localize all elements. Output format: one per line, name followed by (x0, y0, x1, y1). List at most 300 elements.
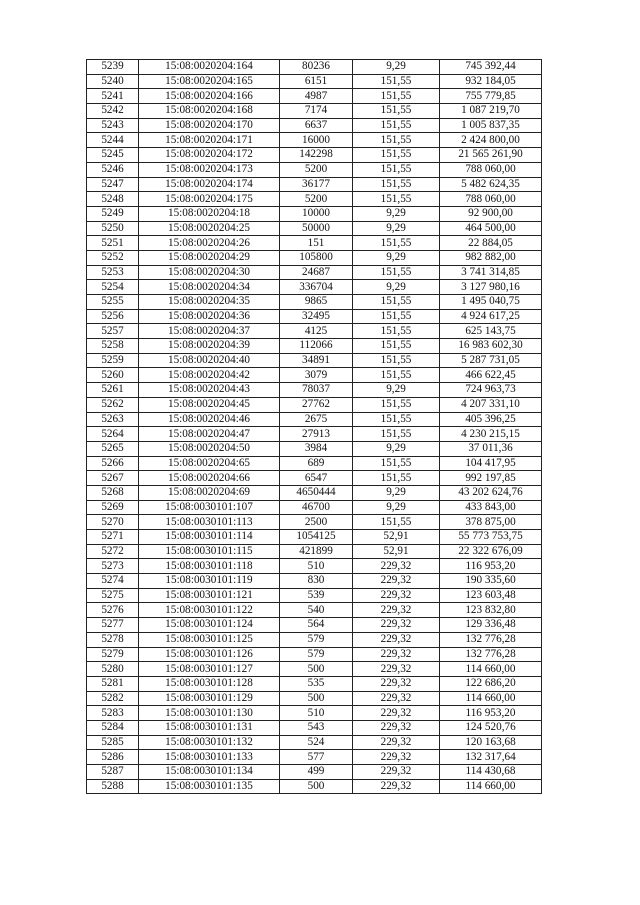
area-cell: 510 (280, 706, 353, 721)
value-cell: 92 900,00 (440, 206, 542, 221)
rate-cell: 52,91 (353, 544, 440, 559)
area-cell: 24687 (280, 265, 353, 280)
area-cell: 27762 (280, 397, 353, 412)
value-cell: 124 520,76 (440, 720, 542, 735)
table-row (87, 74, 542, 89)
row-number-cell: 5256 (87, 309, 139, 324)
row-number-cell: 5286 (87, 750, 139, 765)
table-row (87, 676, 542, 691)
rate-cell: 229,32 (353, 720, 440, 735)
value-cell: 1 087 219,70 (440, 104, 542, 119)
value-cell: 4 924 617,25 (440, 309, 542, 324)
rate-cell: 151,55 (353, 104, 440, 119)
cadastral-number-cell: 15:08:0030101:118 (139, 559, 280, 574)
table-row (87, 559, 542, 574)
rate-cell: 229,32 (353, 559, 440, 574)
cadastral-number-cell: 15:08:0020204:50 (139, 441, 280, 456)
value-cell: 5 482 624,35 (440, 177, 542, 192)
row-number-cell: 5259 (87, 353, 139, 368)
cadastral-number-cell: 15:08:0020204:45 (139, 397, 280, 412)
table-row (87, 662, 542, 677)
cadastral-number-cell: 15:08:0030101:115 (139, 544, 280, 559)
row-number-cell: 5264 (87, 427, 139, 442)
row-number-cell: 5288 (87, 779, 139, 794)
area-cell: 50000 (280, 221, 353, 236)
cadastral-number-cell: 15:08:0030101:119 (139, 574, 280, 589)
value-cell: 466 622,45 (440, 368, 542, 383)
rate-cell: 151,55 (353, 118, 440, 133)
area-cell: 524 (280, 735, 353, 750)
table-row (87, 324, 542, 339)
value-cell: 16 983 602,30 (440, 339, 542, 354)
value-cell: 788 060,00 (440, 192, 542, 207)
cadastral-number-cell: 15:08:0020204:173 (139, 162, 280, 177)
row-number-cell: 5273 (87, 559, 139, 574)
cadastral-number-cell: 15:08:0020204:36 (139, 309, 280, 324)
area-cell: 535 (280, 676, 353, 691)
area-cell: 543 (280, 720, 353, 735)
rate-cell: 151,55 (353, 324, 440, 339)
area-cell: 112066 (280, 339, 353, 354)
area-cell: 80236 (280, 60, 353, 75)
area-cell: 105800 (280, 250, 353, 265)
rate-cell: 52,91 (353, 530, 440, 545)
cadastral-number-cell: 15:08:0030101:107 (139, 500, 280, 515)
area-cell: 3984 (280, 441, 353, 456)
area-cell: 9865 (280, 295, 353, 310)
area-cell: 151 (280, 236, 353, 251)
rate-cell: 151,55 (353, 368, 440, 383)
value-cell: 37 011,36 (440, 441, 542, 456)
cadastral-number-cell: 15:08:0020204:171 (139, 133, 280, 148)
table-row (87, 779, 542, 794)
area-cell: 46700 (280, 500, 353, 515)
table-row (87, 133, 542, 148)
area-cell: 142298 (280, 148, 353, 163)
rate-cell: 9,29 (353, 250, 440, 265)
rate-cell: 229,32 (353, 750, 440, 765)
cadastral-number-cell: 15:08:0020204:37 (139, 324, 280, 339)
cadastral-number-cell: 15:08:0020204:43 (139, 383, 280, 398)
row-number-cell: 5251 (87, 236, 139, 251)
value-cell: 22 884,05 (440, 236, 542, 251)
cadastral-number-cell: 15:08:0030101:122 (139, 603, 280, 618)
rate-cell: 229,32 (353, 662, 440, 677)
area-cell: 78037 (280, 383, 353, 398)
value-cell: 3 741 314,85 (440, 265, 542, 280)
cadastral-number-cell: 15:08:0020204:69 (139, 485, 280, 500)
table-row (87, 603, 542, 618)
rate-cell: 151,55 (353, 515, 440, 530)
area-cell: 6547 (280, 471, 353, 486)
row-number-cell: 5276 (87, 603, 139, 618)
table-row (87, 104, 542, 119)
table-row (87, 574, 542, 589)
rate-cell: 151,55 (353, 148, 440, 163)
table-row (87, 706, 542, 721)
rate-cell: 9,29 (353, 500, 440, 515)
value-cell: 745 392,44 (440, 60, 542, 75)
cadastral-number-cell: 15:08:0030101:135 (139, 779, 280, 794)
table-row (87, 162, 542, 177)
area-cell: 540 (280, 603, 353, 618)
rate-cell: 229,32 (353, 765, 440, 780)
rate-cell: 229,32 (353, 779, 440, 794)
table-row (87, 221, 542, 236)
cadastral-number-cell: 15:08:0020204:165 (139, 74, 280, 89)
area-cell: 2675 (280, 412, 353, 427)
row-number-cell: 5283 (87, 706, 139, 721)
rate-cell: 229,32 (353, 603, 440, 618)
table-row (87, 368, 542, 383)
row-number-cell: 5284 (87, 720, 139, 735)
area-cell: 510 (280, 559, 353, 574)
area-cell: 36177 (280, 177, 353, 192)
rate-cell: 9,29 (353, 280, 440, 295)
value-cell: 114 430,68 (440, 765, 542, 780)
table-row (87, 295, 542, 310)
area-cell: 7174 (280, 104, 353, 119)
rate-cell: 151,55 (353, 265, 440, 280)
cadastral-number-cell: 15:08:0020204:46 (139, 412, 280, 427)
table-row (87, 515, 542, 530)
rate-cell: 151,55 (353, 397, 440, 412)
table-row (87, 206, 542, 221)
table-row (87, 441, 542, 456)
area-cell: 500 (280, 779, 353, 794)
value-cell: 120 163,68 (440, 735, 542, 750)
rate-cell: 151,55 (353, 74, 440, 89)
rate-cell: 229,32 (353, 691, 440, 706)
row-number-cell: 5274 (87, 574, 139, 589)
row-number-cell: 5267 (87, 471, 139, 486)
rate-cell: 151,55 (353, 309, 440, 324)
rate-cell: 151,55 (353, 295, 440, 310)
row-number-cell: 5287 (87, 765, 139, 780)
rate-cell: 9,29 (353, 60, 440, 75)
rate-cell: 229,32 (353, 706, 440, 721)
table-row (87, 544, 542, 559)
table-row (87, 412, 542, 427)
rate-cell: 229,32 (353, 574, 440, 589)
value-cell: 22 322 676,09 (440, 544, 542, 559)
value-cell: 3 127 980,16 (440, 280, 542, 295)
table-row (87, 89, 542, 104)
row-number-cell: 5271 (87, 530, 139, 545)
value-cell: 104 417,95 (440, 456, 542, 471)
table-row (87, 471, 542, 486)
cadastral-number-cell: 15:08:0020204:29 (139, 250, 280, 265)
cadastral-number-cell: 15:08:0030101:121 (139, 588, 280, 603)
row-number-cell: 5253 (87, 265, 139, 280)
rate-cell: 151,55 (353, 192, 440, 207)
row-number-cell: 5250 (87, 221, 139, 236)
row-number-cell: 5263 (87, 412, 139, 427)
row-number-cell: 5278 (87, 632, 139, 647)
table-row (87, 500, 542, 515)
row-number-cell: 5275 (87, 588, 139, 603)
cadastral-number-cell: 15:08:0020204:40 (139, 353, 280, 368)
rate-cell: 151,55 (353, 89, 440, 104)
rate-cell: 229,32 (353, 735, 440, 750)
row-number-cell: 5248 (87, 192, 139, 207)
value-cell: 932 184,05 (440, 74, 542, 89)
value-cell: 132 317,64 (440, 750, 542, 765)
table-row (87, 618, 542, 633)
area-cell: 10000 (280, 206, 353, 221)
row-number-cell: 5270 (87, 515, 139, 530)
cadastral-number-cell: 15:08:0020204:168 (139, 104, 280, 119)
value-cell: 992 197,85 (440, 471, 542, 486)
table-row (87, 339, 542, 354)
rate-cell: 229,32 (353, 647, 440, 662)
cadastral-number-cell: 15:08:0020204:26 (139, 236, 280, 251)
table-row (87, 397, 542, 412)
cadastral-number-cell: 15:08:0030101:131 (139, 720, 280, 735)
rate-cell: 151,55 (353, 456, 440, 471)
row-number-cell: 5261 (87, 383, 139, 398)
row-number-cell: 5257 (87, 324, 139, 339)
value-cell: 433 843,00 (440, 500, 542, 515)
row-number-cell: 5265 (87, 441, 139, 456)
area-cell: 579 (280, 632, 353, 647)
value-cell: 114 660,00 (440, 779, 542, 794)
cadastral-number-cell: 15:08:0020204:166 (139, 89, 280, 104)
row-number-cell: 5244 (87, 133, 139, 148)
cadastral-number-cell: 15:08:0030101:129 (139, 691, 280, 706)
area-cell: 421899 (280, 544, 353, 559)
table-row (87, 427, 542, 442)
value-cell: 4 230 215,15 (440, 427, 542, 442)
area-cell: 500 (280, 662, 353, 677)
area-cell: 500 (280, 691, 353, 706)
row-number-cell: 5280 (87, 662, 139, 677)
row-number-cell: 5239 (87, 60, 139, 75)
row-number-cell: 5277 (87, 618, 139, 633)
area-cell: 2500 (280, 515, 353, 530)
rate-cell: 229,32 (353, 588, 440, 603)
table-row (87, 588, 542, 603)
row-number-cell: 5241 (87, 89, 139, 104)
area-cell: 32495 (280, 309, 353, 324)
rate-cell: 151,55 (353, 427, 440, 442)
row-number-cell: 5266 (87, 456, 139, 471)
row-number-cell: 5285 (87, 735, 139, 750)
table-row (87, 485, 542, 500)
value-cell: 378 875,00 (440, 515, 542, 530)
area-cell: 830 (280, 574, 353, 589)
table-row (87, 530, 542, 545)
rate-cell: 229,32 (353, 632, 440, 647)
cadastral-number-cell: 15:08:0020204:25 (139, 221, 280, 236)
value-cell: 114 660,00 (440, 691, 542, 706)
rate-cell: 9,29 (353, 206, 440, 221)
table-row (87, 309, 542, 324)
row-number-cell: 5279 (87, 647, 139, 662)
table-row (87, 383, 542, 398)
value-cell: 55 773 753,75 (440, 530, 542, 545)
value-cell: 129 336,48 (440, 618, 542, 633)
table-row (87, 192, 542, 207)
cadastral-number-cell: 15:08:0020204:18 (139, 206, 280, 221)
row-number-cell: 5243 (87, 118, 139, 133)
table-row (87, 647, 542, 662)
row-number-cell: 5254 (87, 280, 139, 295)
rate-cell: 151,55 (353, 471, 440, 486)
rate-cell: 151,55 (353, 133, 440, 148)
cadastral-number-cell: 15:08:0020204:170 (139, 118, 280, 133)
cadastral-number-cell: 15:08:0020204:42 (139, 368, 280, 383)
cadastral-number-cell: 15:08:0020204:66 (139, 471, 280, 486)
table-row (87, 148, 542, 163)
table-row (87, 735, 542, 750)
rate-cell: 9,29 (353, 383, 440, 398)
area-cell: 689 (280, 456, 353, 471)
area-cell: 564 (280, 618, 353, 633)
row-number-cell: 5255 (87, 295, 139, 310)
area-cell: 499 (280, 765, 353, 780)
table-row (87, 280, 542, 295)
cadastral-number-cell: 15:08:0020204:30 (139, 265, 280, 280)
row-number-cell: 5272 (87, 544, 139, 559)
area-cell: 539 (280, 588, 353, 603)
cadastral-number-cell: 15:08:0020204:35 (139, 295, 280, 310)
table-row (87, 632, 542, 647)
value-cell: 2 424 800,00 (440, 133, 542, 148)
rate-cell: 9,29 (353, 485, 440, 500)
cadastral-number-cell: 15:08:0020204:175 (139, 192, 280, 207)
cadastral-number-cell: 15:08:0020204:172 (139, 148, 280, 163)
cadastral-value-table (86, 59, 542, 794)
area-cell: 6637 (280, 118, 353, 133)
cadastral-number-cell: 15:08:0030101:124 (139, 618, 280, 633)
rate-cell: 151,55 (353, 236, 440, 251)
row-number-cell: 5269 (87, 500, 139, 515)
value-cell: 122 686,20 (440, 676, 542, 691)
cadastral-number-cell: 15:08:0030101:134 (139, 765, 280, 780)
row-number-cell: 5262 (87, 397, 139, 412)
row-number-cell: 5240 (87, 74, 139, 89)
value-cell: 5 287 731,05 (440, 353, 542, 368)
cadastral-number-cell: 15:08:0030101:128 (139, 676, 280, 691)
row-number-cell: 5247 (87, 177, 139, 192)
row-number-cell: 5242 (87, 104, 139, 119)
row-number-cell: 5258 (87, 339, 139, 354)
table-row (87, 177, 542, 192)
value-cell: 1 005 837,35 (440, 118, 542, 133)
area-cell: 1054125 (280, 530, 353, 545)
row-number-cell: 5281 (87, 676, 139, 691)
table-row (87, 456, 542, 471)
rate-cell: 9,29 (353, 441, 440, 456)
rate-cell: 151,55 (353, 353, 440, 368)
area-cell: 4650444 (280, 485, 353, 500)
rate-cell: 151,55 (353, 339, 440, 354)
table-row (87, 720, 542, 735)
table-row (87, 750, 542, 765)
cadastral-number-cell: 15:08:0030101:127 (139, 662, 280, 677)
rate-cell: 151,55 (353, 177, 440, 192)
table-row (87, 60, 542, 75)
value-cell: 724 963,73 (440, 383, 542, 398)
cadastral-number-cell: 15:08:0020204:47 (139, 427, 280, 442)
rate-cell: 229,32 (353, 618, 440, 633)
value-cell: 116 953,20 (440, 559, 542, 574)
row-number-cell: 5246 (87, 162, 139, 177)
row-number-cell: 5268 (87, 485, 139, 500)
table-row (87, 691, 542, 706)
cadastral-number-cell: 15:08:0030101:125 (139, 632, 280, 647)
area-cell: 16000 (280, 133, 353, 148)
row-number-cell: 5245 (87, 148, 139, 163)
cadastral-number-cell: 15:08:0020204:65 (139, 456, 280, 471)
area-cell: 336704 (280, 280, 353, 295)
rate-cell: 229,32 (353, 676, 440, 691)
area-cell: 579 (280, 647, 353, 662)
cadastral-number-cell: 15:08:0020204:39 (139, 339, 280, 354)
row-number-cell: 5252 (87, 250, 139, 265)
area-cell: 34891 (280, 353, 353, 368)
table-row (87, 353, 542, 368)
cadastral-number-cell: 15:08:0020204:174 (139, 177, 280, 192)
value-cell: 116 953,20 (440, 706, 542, 721)
value-cell: 1 495 040,75 (440, 295, 542, 310)
value-cell: 405 396,25 (440, 412, 542, 427)
area-cell: 5200 (280, 162, 353, 177)
value-cell: 114 660,00 (440, 662, 542, 677)
cadastral-number-cell: 15:08:0030101:132 (139, 735, 280, 750)
area-cell: 3079 (280, 368, 353, 383)
cadastral-number-cell: 15:08:0020204:34 (139, 280, 280, 295)
cadastral-number-cell: 15:08:0030101:126 (139, 647, 280, 662)
area-cell: 27913 (280, 427, 353, 442)
value-cell: 190 335,60 (440, 574, 542, 589)
value-cell: 982 882,00 (440, 250, 542, 265)
table-row (87, 265, 542, 280)
value-cell: 755 779,85 (440, 89, 542, 104)
value-cell: 4 207 331,10 (440, 397, 542, 412)
rate-cell: 9,29 (353, 221, 440, 236)
row-number-cell: 5249 (87, 206, 139, 221)
rate-cell: 151,55 (353, 412, 440, 427)
area-cell: 577 (280, 750, 353, 765)
cadastral-number-cell: 15:08:0030101:130 (139, 706, 280, 721)
rate-cell: 151,55 (353, 162, 440, 177)
value-cell: 132 776,28 (440, 632, 542, 647)
table-body (87, 60, 542, 794)
area-cell: 5200 (280, 192, 353, 207)
table-row (87, 250, 542, 265)
area-cell: 6151 (280, 74, 353, 89)
area-cell: 4125 (280, 324, 353, 339)
table-row (87, 118, 542, 133)
cadastral-number-cell: 15:08:0030101:113 (139, 515, 280, 530)
row-number-cell: 5260 (87, 368, 139, 383)
value-cell: 788 060,00 (440, 162, 542, 177)
row-number-cell: 5282 (87, 691, 139, 706)
cadastral-number-cell: 15:08:0030101:133 (139, 750, 280, 765)
value-cell: 43 202 624,76 (440, 485, 542, 500)
value-cell: 123 603,48 (440, 588, 542, 603)
table-row (87, 765, 542, 780)
table-row (87, 236, 542, 251)
area-cell: 4987 (280, 89, 353, 104)
value-cell: 21 565 261,90 (440, 148, 542, 163)
value-cell: 625 143,75 (440, 324, 542, 339)
value-cell: 123 832,80 (440, 603, 542, 618)
cadastral-number-cell: 15:08:0020204:164 (139, 60, 280, 75)
value-cell: 464 500,00 (440, 221, 542, 236)
